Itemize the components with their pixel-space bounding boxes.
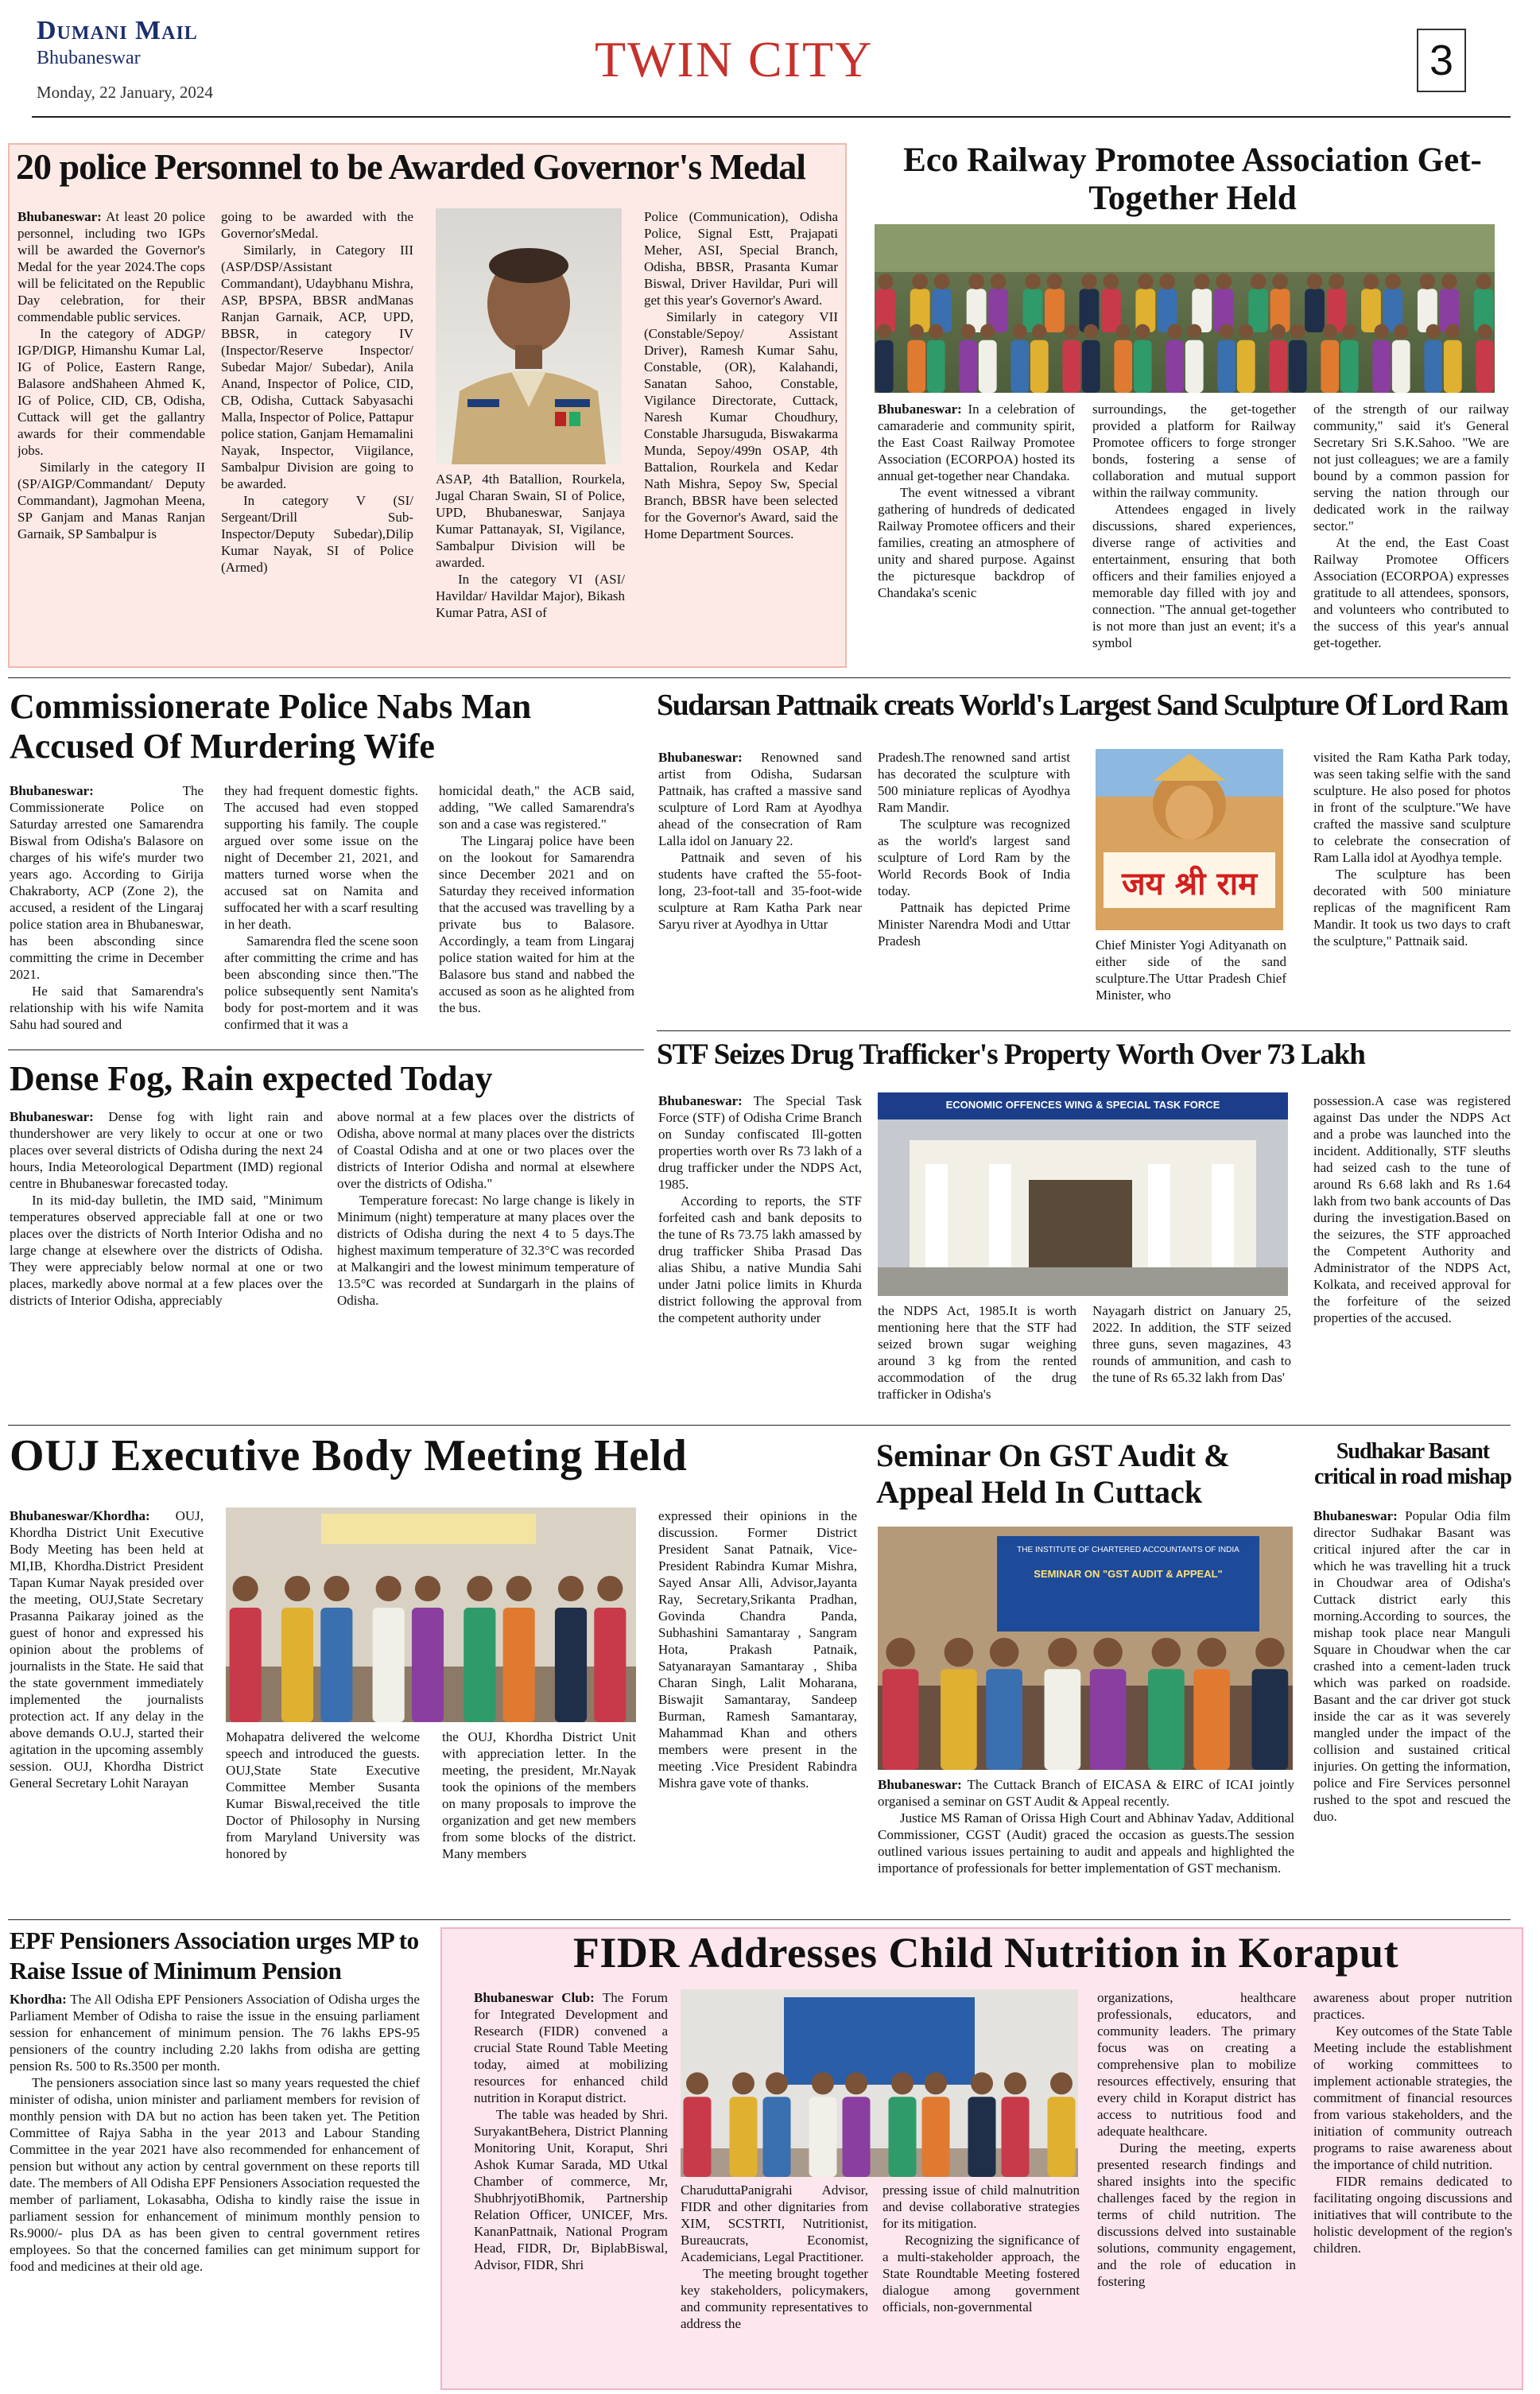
gst-seminar-photo	[878, 1527, 1293, 1770]
jai-shri-ram-text: जय श्री राम	[1121, 866, 1258, 902]
governor-medal-col4: Police (Communication), Odisha Police, Signal Estt, Prajapati Meher, ASI, Special Branch, Odisha, BBSR, Prasanta Kumar Biswal, Driver Havildar, Puri will get this year's Governor's Award. Similarly in category VII (Constable/Sepoy/ Assistant Driver), Ramesh Kumar Sahu, Constable, (OR), Kalahandi, Sanatan Sahoo, Constable, Vigilance Directorate, Cuttack, Naresh Kumar Choudhury, Constable Jharsuguda, Biswakarma Munda, Sepoy/499n OSAP, 4th Battalion, Rourkela and Kedar Nath Mishra, Sepoy Sw, Special Branch, BBSR have been selected for the Governor's Award, said the Home Department Sources.	[644, 209, 838, 541]
governor-medal-headline: 20 police Personnel to be Awarded Governor's Medal	[16, 146, 805, 187]
gst-headline: Seminar On GST Audit & Appeal Held In Cuttack	[876, 1438, 1231, 1510]
paper-city: Bhubaneswar	[37, 48, 141, 68]
eco-railway-col1: Bhubaneswar: In a celebration of camaraderie and community spirit, the East Coast Railway Promotee Association (ECORPOA) hosted its annual get-together near Chandaka. The event witnessed a vibrant gathering of hundreds of dedicated Railway Promotee officers and their families, creating an atmosphere of unity and shared purpose. Against the picturesque backdrop of Chandaka's scenic	[878, 402, 1075, 600]
ouj-col2: Mohapatra delivered the welcome speech and introduced the guests. OUJ,State State Executive Committee Member Susanta Kumar Biswal,received the title Doctor of Philosophy in Nursing from Maryland University was honored by	[226, 1729, 420, 1861]
governor-medal-col1: Bhubaneswar: At least 20 police personnel, including two IGPs will be awarded the Governor's Medal for the year 2024.The cops will be felicitated on the Republic Day celebration, for their commendable public services. In the category of ADGP/ IGP/DIGP, Himanshu Kumar Lal, IG of Police, Eastern Range, Balasore andShaheen Ahmed K, IG of Police, CID, CB, Odisha, Cuttack will get the gallantry awards for their commendable jobs. Similarly in the category II (SP/AIGP/Commandant/ Deputy Commandant), Jagmohan Meena, SP Ganjam and Manas Ranjan Garnaik, SP Sambalpur is	[17, 209, 205, 541]
fidr-group-photo	[681, 1989, 1078, 2177]
gst-banner-line1: THE INSTITUTE OF CHARTERED ACCOUNTANTS OF INDIA	[1017, 1546, 1239, 1554]
stf-building-sign: ECONOMIC OFFENCES WING & SPECIAL TASK FORCE	[945, 1099, 1220, 1111]
fidr-col4: organizations, healthcare professionals, educators, and community leaders. The primary focus was on creating a comprehensive plan to mobilize resources effectively, ensuring that every child in Koraput district has access to nutritious food and adequate healthcare. During the meeting, experts presented research findings and shared insights into the specific challenges faced by the region in terms of child nutrition. The discussions delved into sustainable solutions, community engagement, and the role of education in fostering	[1097, 1990, 1296, 2289]
gst-banner-line2: SEMINAR ON "GST AUDIT & APPEAL"	[1034, 1568, 1223, 1580]
sand-sculpture-headline: Sudarsan Pattnaik creats World's Largest Sand Sculpture Of Lord Ram	[657, 689, 1508, 722]
epf-body: Khordha: The All Odisha EPF Pensioners Association of Odisha urges the Parliament Member of Odisha to raise the issue in the ensuing parliament session for enhancement of minimum pension. The 76 lakhs EPS-95 pensioners of the country including 2.20 lakhs from odisha are getting pension Rs. 500 to Rs.3500 per month. The pensioners association since last so many years requested the chief minister of odisha, union minister and parliament members for revision of monthly pension with DA but no action has been taken yet. The Petition Committee of Rajya Sabha in the year 2013 and Labour Standing Committee in the year 2021 have also recommended for enhancement of pension but without any action by central government on these reports till date. The members of All Odisha EPF Pensioners Association requested the member of parliament, Lokasabha, Odisha to kindly raise the issue in parliament session for enhancement of minimum monthly pension to Rs.9000/- plus DA as has been given to central government retires employees. So that the concerned families can get minimum support for food and medicines at their old age.	[10, 1992, 420, 2274]
sand-col4: visited the Ram Katha Park today, was seen taking selfie with the sand sculpture. He also posed for photos in front of the sculpture."We have crafted the massive sand sculpture to celebrate the consecration of Ram Lalla idol at Ayodhya temple. The sculpture has been decorated with 500 miniature replicas of the magnificent Ram Mandir. It took us two days to craft the sculpture," Pattnaik said.	[1313, 750, 1511, 949]
eco-railway-headline: Eco Railway Promotee Association Get-Together Held	[903, 142, 1482, 217]
stf-col4: possession.A case was registered against Das under the NDPS Act and a probe was launched into the incident. Additionally, STF sleuths had seized cash to the tune of around Rs 6.68 lakh and Rs 1.64 lakh from two bank accounts of Das during the investigation.Based on the seizures, the STF approached the Competent Authority and Administrator of the NDPS Act, Kolkata, and received approval for the forfeiture of the seized properties of the accused.	[1313, 1093, 1511, 1325]
commissionerate-col1: Bhubaneswar: The Commissionerate Police on Saturday arrested one Samarendra Biswal from Odisha's Balasore on charges of his wife's murder two years ago. According to Girija Chakraborty, ACP (Zone 2), the accused, a resident of the Lingaraj police station area in Bhubaneswar, has been absconding since committing the crime in December 2021. He said that Samarendra's relationship with his wife Namita Sahu had soured and	[10, 783, 204, 1032]
stf-building-photo	[878, 1092, 1288, 1296]
stf-col2: the NDPS Act, 1985.It is worth mentioning here that the STF had seized brown sugar weighing around 3 kg from the rented accommodation of the drug trafficker in Odisha's	[878, 1303, 1076, 1402]
commissionerate-headline: Commissionerate Police Nabs Man Accused Of Murdering Wife	[10, 687, 532, 766]
dense-fog-headline: Dense Fog, Rain expected Today	[10, 1059, 493, 1098]
eco-railway-col2: surroundings, the get-together provided a platform for Railway Promotee officers to forge stronger bonds, fostering a sense of collaboration and mutual support within the railway community. Attendees engaged in lively discussions, shared experiences, diverse range of activities and entertainment, ensuring that both officers and their families enjoyed a memorable day filled with joy and connection. "The annual get-together is not more than just an event; it's a symbol	[1092, 402, 1296, 650]
governor-medal-col3: ASAP, 4th Batallion, Rourkela, Jugal Charan Swain, SI of Police, UPD, Bhubaneswar, Sanjaya Kumar Pattanayak, SI, Vigilance, Sambalpur Division will be awarded. In the category VI (ASI/ Havildar/ Havildar Major), Bikash Kumar Patra, ASI of	[436, 471, 625, 620]
fidr-col1: Bhubaneswar Club: The Forum for Integrated Development and Research (FIDR) convened a crucial State Round Table Meeting today, aimed at mobilizing resources for enhanced child nutrition in Koraput district. The table was headed by Shri. SuryakantBehera, District Planning Monitoring Unit, Koraput, Shri Ashok Kumar Sarada, MD Utkal Chamber of commerce, Mr, ShubhrjyotiBhomik, Partnership Relation Officer, UNICEF, Mrs. KananPattnaik, National Program Head, FIDR, Dr, BiplabBiswal, Advisor, FIDR, Shri	[474, 1990, 668, 2272]
governor-medal-col2: going to be awarded with the Governor'sMedal. Similarly, in Category III (ASP/DSP/Assistant Commandant), Udaybhanu Mishra, ASP, BPSPA, BBSR andManas Ranjan Garnaik, ACP, UPD, BBSR, in category IV (Inspector/Reserve Inspector/ Subedar Major/ Subedar), Anila Anand, Inspector of Police, CID, CB, Odisha, Cuttack Sabyasachi Malla, Inspector of Police, Pattapur police station, Ganjam Hemamalini Nayak, Inspector, Viigilance, Sambalpur Division are going to be awarded. In category V (SI/ Sergeant/Drill Sub-Inspector/Deputy Subedar),Dilip Kumar Nayak, SI of Police (Armed)	[221, 209, 413, 575]
fidr-headline: FIDR Addresses Child Nutrition in Koraput	[572, 1929, 1399, 1977]
fog-col1: Bhubaneswar: Dense fog with light rain and thundershower are very likely to occur at one or two places over several districts of Odisha during the next 24 hours, India Meteorological Department (IMD) regional centre in Bhubaneswar forecasted today. In its mid-day bulletin, the IMD said, "Minimum temperatures observed appreciable fall at one or two places over the districts of North Interior Odisha and no large change at elsewhere over the districts of Odisha. They were appreciably below normal at one or two places, markedly above normal at a few places over the districts of Interior Odisha, appreciably	[10, 1109, 323, 1308]
sudhakar-body: Bhubaneswar: Popular Odia film director Sudhakar Basant was critical injured after the car in which he was travelling hit a truck in Choudwar area of Odisha's Cuttack district early this morning.According to sources, the mishap took place near Manguli Square in Choudwar when the car crashed into a cement-laden truck which was parked on roadside. Basant and the car driver got stuck inside the car as it was severely mangled under the impact of the collision and sustained critical injuries. On getting the information, police and Fire Services personnel rushed to the spot and rescued the duo.	[1313, 1508, 1511, 1824]
paper-name: Dumani Mail	[37, 16, 198, 45]
eco-railway-col3: of the strength of our railway community," said it's General Secretary Sri S.K.Sahoo. "We are not just colleagues; we are a family bound by a common passion for serving the nation through our dedicated work in the railway sector." At the end, the East Coast Railway Promotee Officers Association (ECORPOA) expresses gratitude to all attendees, sponsors, and volunteers who contributed to the success of this year's annual get-together.	[1313, 402, 1509, 650]
fidr-col3: pressing issue of child malnutrition and devise collaborative strategies for its mitigation. Recognizing the significance of a multi-stakeholder approach, the State Roundtable Meeting fostered dialogue among government officials, non-governmental	[882, 2183, 1080, 2314]
sand-col2: Pradesh.The renowned sand artist has decorated the sculpture with 500 miniature replicas of Ayodhya Ram Mandir. The sculpture was recognized as the world's largest sand sculpture of Lord Ram by the World Records Book of India today. Pattnaik has depicted Prime Minister Narendra Modi and Uttar Pradesh	[878, 750, 1070, 949]
sudhakar-headline: Sudhakar Basant critical in road mishap	[1314, 1439, 1511, 1489]
epf-headline: EPF Pensioners Association urges MP to Raise Issue of Minimum Pension	[10, 1926, 419, 1985]
fidr-col5: awareness about proper nutrition practices. Key outcomes of the State Table Meeting include the establishment of working committees to implement actionable strategies, the commitment of financial resources from various stakeholders, and the initiation of community outreach programs to raise awareness about the importance of child nutrition. FIDR remains dedicated to facilitating ongoing discussions and initiatives that will contribute to the holistic development of the region's children.	[1313, 1990, 1512, 2256]
commissionerate-col2: they had frequent domestic fights. The accused had even stopped supporting his family. The couple argued over some issue on the night of December 21, 2021, and matters turned worse when the accused sat on Namita and suffocated her with a scarf resulting in her death. Samarendra fled the scene soon after committing the crime and has been absconding since then."The police subsequently sent Namita's body for post-mortem and it was confirmed that it was a	[224, 783, 418, 1032]
stf-col1: Bhubaneswar: The Special Task Force (STF) of Odisha Crime Branch on Sunday confiscated Ill-gotten properties worth over Rs 73 lakh of a drug trafficker under the NDPS Act, 1985. According to reports, the STF forfeited cash and bank deposits to the tune of Rs 73.75 lakh amassed by drug trafficker Shiba Prasad Das alias Shibu, a native Mundia Sahi under Jatni police limits in Khurda district following the approval from the competent authority under	[658, 1093, 862, 1325]
dateline: Bhubaneswar:	[17, 209, 102, 224]
ouj-headline: OUJ Executive Body Meeting Held	[10, 1431, 688, 1480]
sand-col3: Chief Minister Yogi Adityanath on either side of the sand sculpture.The Uttar Pradesh Chief Minister, who	[1096, 937, 1286, 1003]
ouj-col1: Bhubaneswar/Khordha: OUJ, Khordha District Unit Executive Body Meeting has been held at MI,IB, Khordha.District President Tapan Kumar Nayak presided over the meeting, OUJ,State Secretary Prasanna Paikaray joined as the guest of honor and expressed his opinion about the problems of journalists in the State. He said that the state government immediately implemented the journalists protection act. If any delay in the above demands O.U.J, started their agitation in the upcoming assembly session. OUJ, Khordha District General Secretary Lohit Narayan	[10, 1508, 204, 1791]
section-title: TWIN CITY	[595, 31, 874, 87]
paper-date: Monday, 22 January, 2024	[37, 83, 213, 102]
ouj-col4: expressed their opinions in the discussion. Former District President Sanat Patnaik, Vice- President Rabindra Kumar Mishra, Sayed Ansar Alli, Advisor,Jayanta Ray, Secretary,Srikanta Pradhan, Govinda Chandra Panda, Subhashini Samantaray , Sangram Hota, Prakash Patnaik, Satyanarayan Samantaray , Shiba Charan Singh, Lalit Moharana, Biswajit Samantaray, Sandeep Burman, Ramesh Samantaray, Mahammad Khan and others members were present in the meeting .Vice President Rabindra Mishra gave vote of thanks.	[658, 1508, 857, 1791]
stf-headline: STF Seizes Drug Trafficker's Property Worth Over 73 Lakh	[657, 1038, 1365, 1071]
fidr-col2: CharuduttaPanigrahi Advisor, FIDR and other dignitaries from XIM, SCSTRTI, Nutritionist, Bureaucrats, Economist, Academicians, Legal Practitioner. The meeting brought together key stakeholders, policymakers, and community representatives to address the	[681, 2183, 868, 2331]
gst-body: Bhubaneswar: The Cuttack Branch of EICASA & EIRC of ICAI jointly organised a seminar on GST Audit & Appeal recently. Justice MS Raman of Orissa High Court and Abhinav Yadav, Additional Commissioner, CGST (Audit) graced the occasion as guests.The session outlined various issues pertaining to audit and appeals and highlighted the importance of professionals for better implementation of GST mechanism.	[878, 1777, 1294, 1876]
stf-col3: Nayagarh district on January 25, 2022. In addition, the STF seized three guns, seven magazines, 43 rounds of ammunition, and cash to the tune of Rs 65.32 lakh from Das'	[1092, 1303, 1291, 1385]
sand-sculpture-photo	[1096, 749, 1283, 930]
officer-portrait-photo	[436, 208, 622, 464]
ouj-col3: the OUJ, Khordha District Unit with appreciation letter. In the meeting, the president, Mr.Nayak took the opinions of the members on many proposals to improve the organization and get new members from some blocks of the district. Many members	[442, 1729, 636, 1861]
commissionerate-col3: homicidal death," the ACB said, adding, "We called Samarendra's son and a case was registered." The Lingaraj police have been on the lookout for Samarendra since December 2021 and on Saturday they received information that the accused was travelling by a private bus to Balasore. Accordingly, a team from Lingaraj police station waited for him at the Balasore bus stand and nabbed the accused as soon as he alighted from the bus.	[439, 783, 634, 1015]
page-number: 3	[1417, 29, 1466, 92]
fog-col2: above normal at a few places over the districts of Odisha, above normal at many places over the districts of Coastal Odisha and at one or two places over the districts of Interior Odisha and normal at elsewhere over the districts of Odisha." Temperature forecast: No large change is likely in Minimum (night) temperature at many places over the districts of Odisha during the next 4 to 5 days.The highest maximum temperature of 32.3°C was recorded at Malkangiri and the lowest minimum temperature of 13.5°C was recorded at Sundargarh in the plains of Odisha.	[337, 1109, 634, 1308]
sand-col1: Bhubaneswar: Renowned sand artist from Odisha, Sudarsan Pattnaik, has crafted a massive sand sculpture of Lord Ram at Ayodhya ahead of the consecration of Ram Lalla idol on January 22. Pattnaik and seven of his students have crafted the 55-foot-long, 23-foot-tall and 35-foot-wide sculpture at Ram Katha Park near Saryu river at Ayodhya in Uttar	[658, 750, 862, 932]
ouj-meeting-photo	[226, 1507, 636, 1722]
railway-group-photo	[875, 224, 1495, 393]
